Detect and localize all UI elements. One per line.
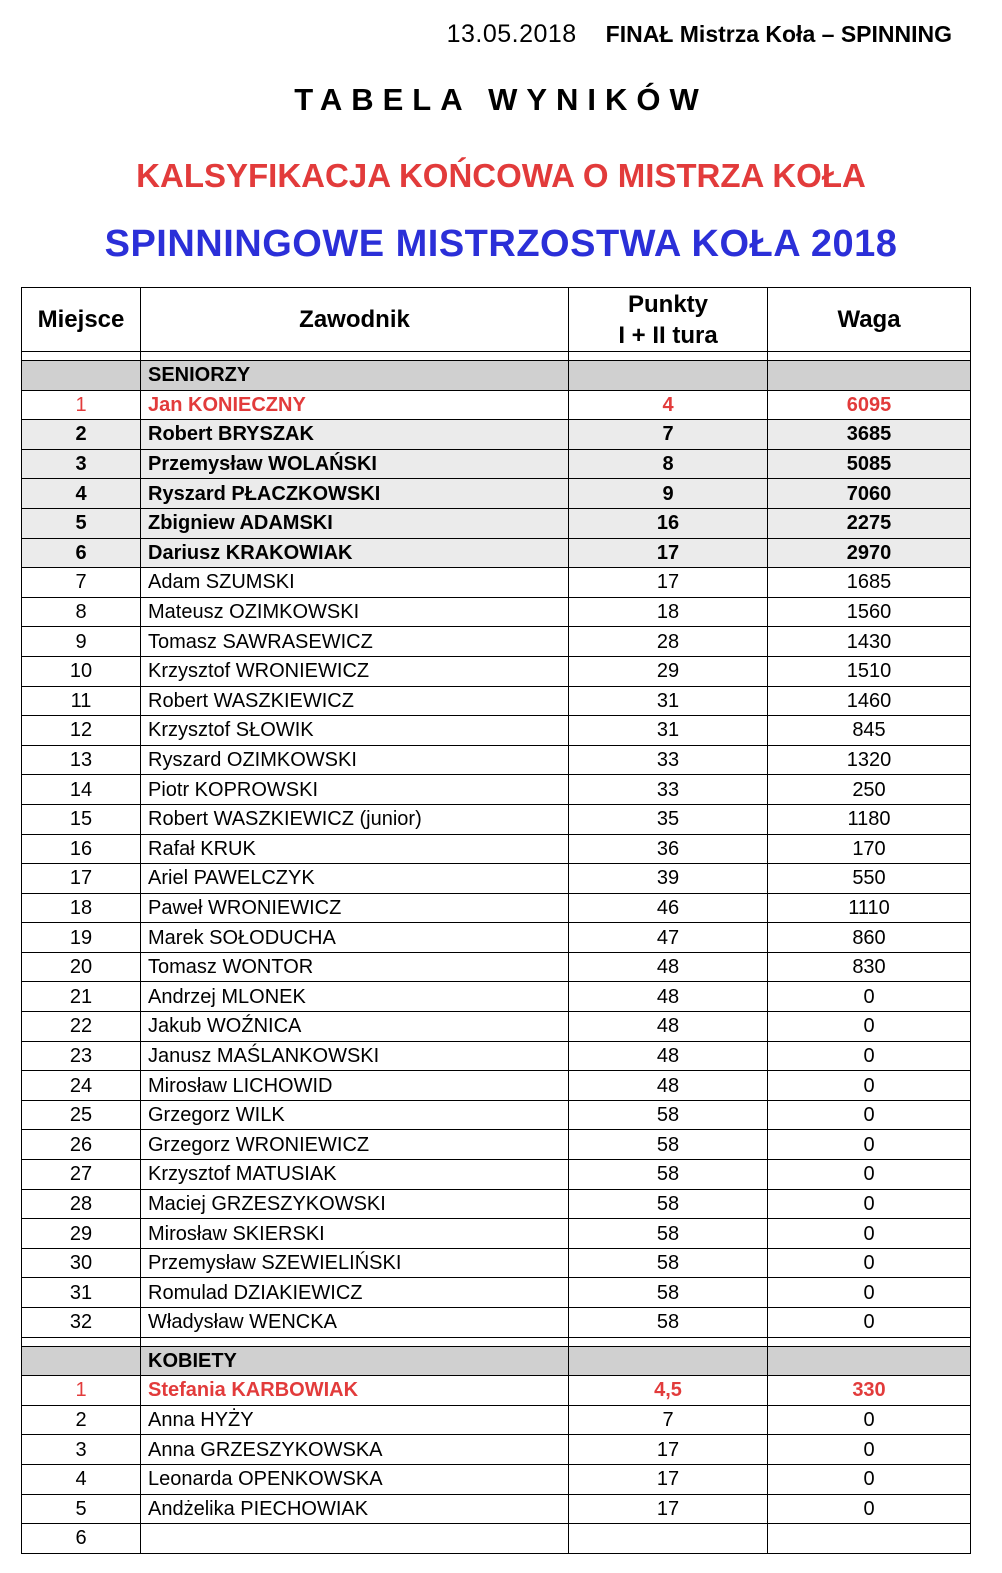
points-cell: 7: [569, 420, 768, 450]
weight-cell: 2275: [768, 508, 971, 538]
weight-cell: 0: [768, 1041, 971, 1071]
section-label: KOBIETY: [141, 1346, 569, 1376]
weight-cell: 0: [768, 1100, 971, 1130]
place-cell: 15: [22, 804, 141, 834]
place-cell: 4: [22, 479, 141, 509]
weight-cell: 1460: [768, 686, 971, 716]
place-cell: 22: [22, 1012, 141, 1042]
points-cell: 4,5: [569, 1376, 768, 1406]
header-line: [0, 20, 952, 49]
weight-cell: 1685: [768, 568, 971, 598]
competitor-name: Jan KONIECZNY: [141, 390, 569, 420]
competitor-name: Robert BRYSZAK: [141, 420, 569, 450]
place-cell: 14: [22, 775, 141, 805]
place-cell: 8: [22, 597, 141, 627]
weight-cell: [768, 1524, 971, 1554]
weight-cell: 1320: [768, 745, 971, 775]
place-cell: 3: [22, 449, 141, 479]
place-cell: 13: [22, 745, 141, 775]
weight-cell: 0: [768, 1160, 971, 1190]
place-cell: 11: [22, 686, 141, 716]
competitor-name: Przemysław WOLAŃSKI: [141, 449, 569, 479]
competitor-name: Władysław WENCKA: [141, 1308, 569, 1338]
spacer-cell: [22, 352, 141, 361]
section-label: SENIORZY: [141, 361, 569, 391]
points-cell: 7: [569, 1405, 768, 1435]
competitor-name: Robert WASZKIEWICZ: [141, 686, 569, 716]
table-row: [22, 716, 971, 746]
classification-title: KALSYFIKACJA KOŃCOWA O MISTRZA KOŁA: [136, 157, 866, 194]
competitor-name: Maciej GRZESZYKOWSKI: [141, 1189, 569, 1219]
weight-cell: 0: [768, 1219, 971, 1249]
points-cell: 35: [569, 804, 768, 834]
place-cell: 28: [22, 1189, 141, 1219]
table-row: [22, 508, 971, 538]
weight-cell: 3685: [768, 420, 971, 450]
table-row: [22, 1219, 971, 1249]
weight-cell: 845: [768, 716, 971, 746]
place-cell: 29: [22, 1219, 141, 1249]
place-cell: 16: [22, 834, 141, 864]
weight-cell: 830: [768, 952, 971, 982]
spacer-cell: [141, 352, 569, 361]
competitor-name: Jakub WOŹNICA: [141, 1012, 569, 1042]
place-cell: 12: [22, 716, 141, 746]
table-row: [22, 1100, 971, 1130]
points-cell: 18: [569, 597, 768, 627]
points-cell: 58: [569, 1308, 768, 1338]
table-row: [22, 390, 971, 420]
place-cell: 23: [22, 1041, 141, 1071]
competitor-name: Andrzej MLONEK: [141, 982, 569, 1012]
place-cell: 24: [22, 1071, 141, 1101]
weight-cell: 5085: [768, 449, 971, 479]
table-row: [22, 1160, 971, 1190]
table-row: [22, 893, 971, 923]
table-row: [22, 1405, 971, 1435]
competitor-name: Grzegorz WILK: [141, 1100, 569, 1130]
spacer-cell: [768, 1337, 971, 1346]
points-cell: 9: [569, 479, 768, 509]
points-cell: 16: [569, 508, 768, 538]
competitor-name: Krzysztof MATUSIAK: [141, 1160, 569, 1190]
column-header-points: [569, 288, 768, 352]
table-row: [22, 982, 971, 1012]
place-cell: 32: [22, 1308, 141, 1338]
competitor-name: Krzysztof WRONIEWICZ: [141, 656, 569, 686]
place-cell: 2: [22, 420, 141, 450]
section-weight-cell: [768, 361, 971, 391]
points-cell: 4: [569, 390, 768, 420]
table-row: [22, 449, 971, 479]
points-cell: 58: [569, 1130, 768, 1160]
place-cell: 21: [22, 982, 141, 1012]
weight-cell: 0: [768, 1435, 971, 1465]
place-cell: 17: [22, 864, 141, 894]
points-cell: 17: [569, 1464, 768, 1494]
table-row: [22, 834, 971, 864]
competitor-name: Robert WASZKIEWICZ (junior): [141, 804, 569, 834]
table-row: [22, 1041, 971, 1071]
competitor-name: Andżelika PIECHOWIAK: [141, 1494, 569, 1524]
place-cell: 6: [22, 538, 141, 568]
results-body: [22, 352, 971, 1554]
competitor-name: Anna HYŻY: [141, 1405, 569, 1435]
column-header-place: Miejsce: [22, 288, 141, 352]
table-header-row: [22, 288, 971, 352]
table-row: [22, 1435, 971, 1465]
table-row: [22, 656, 971, 686]
points-cell: 33: [569, 775, 768, 805]
points-cell: 17: [569, 568, 768, 598]
column-header-weight: Waga: [768, 288, 971, 352]
table-row: [22, 864, 971, 894]
weight-cell: 0: [768, 1071, 971, 1101]
competitor-name: Mirosław SKIERSKI: [141, 1219, 569, 1249]
championship-title: SPINNINGOWE MISTRZOSTWA KOŁA 2018: [104, 223, 898, 265]
points-cell: 8: [569, 449, 768, 479]
place-cell: 4: [22, 1464, 141, 1494]
weight-cell: 1430: [768, 627, 971, 657]
section-place-cell: [22, 361, 141, 391]
weight-cell: 0: [768, 1130, 971, 1160]
table-row: [22, 1278, 971, 1308]
points-cell: 17: [569, 1494, 768, 1524]
weight-cell: 1180: [768, 804, 971, 834]
place-cell: 5: [22, 1494, 141, 1524]
spacer-cell: [569, 1337, 768, 1346]
competitor-name: Mateusz OZIMKOWSKI: [141, 597, 569, 627]
table-row: [22, 420, 971, 450]
points-cell: 58: [569, 1278, 768, 1308]
table-row: [22, 923, 971, 953]
spacer-cell: [768, 352, 971, 361]
section-weight-cell: [768, 1346, 971, 1376]
weight-cell: 860: [768, 923, 971, 953]
table-row: [22, 479, 971, 509]
points-cell: 17: [569, 538, 768, 568]
points-cell: 31: [569, 716, 768, 746]
weight-cell: 250: [768, 775, 971, 805]
points-cell: 58: [569, 1100, 768, 1130]
table-row: [22, 538, 971, 568]
points-cell: 39: [569, 864, 768, 894]
weight-cell: 0: [768, 1464, 971, 1494]
competitor-name: Rafał KRUK: [141, 834, 569, 864]
points-header-line1: Punkty: [627, 290, 708, 318]
table-row: [22, 1012, 971, 1042]
points-cell: 29: [569, 656, 768, 686]
place-cell: 1: [22, 1376, 141, 1406]
table-row: [22, 1130, 971, 1160]
weight-cell: 0: [768, 1405, 971, 1435]
spacer-cell: [569, 352, 768, 361]
competitor-name: Leonarda OPENKOWSKA: [141, 1464, 569, 1494]
points-cell: 33: [569, 745, 768, 775]
table-row: [22, 1308, 971, 1338]
table-row: [22, 804, 971, 834]
spacer-row: [22, 352, 971, 361]
competitor-name: [141, 1524, 569, 1554]
competitor-name: Tomasz SAWRASEWICZ: [141, 627, 569, 657]
weight-cell: 0: [768, 1494, 971, 1524]
competitor-name: Adam SZUMSKI: [141, 568, 569, 598]
points-cell: 36: [569, 834, 768, 864]
competitor-name: Krzysztof SŁOWIK: [141, 716, 569, 746]
section-points-cell: [569, 1346, 768, 1376]
table-row: [22, 1524, 971, 1554]
competitor-name: Zbigniew ADAMSKI: [141, 508, 569, 538]
points-cell: 47: [569, 923, 768, 953]
spacer-row: [22, 1337, 971, 1346]
competitor-name: Paweł WRONIEWICZ: [141, 893, 569, 923]
place-cell: 9: [22, 627, 141, 657]
place-cell: 10: [22, 656, 141, 686]
competitor-name: Anna GRZESZYKOWSKA: [141, 1435, 569, 1465]
table-row: [22, 1071, 971, 1101]
points-cell: 58: [569, 1189, 768, 1219]
table-row: [22, 1376, 971, 1406]
weight-cell: 2970: [768, 538, 971, 568]
points-cell: 17: [569, 1435, 768, 1465]
weight-cell: 6095: [768, 390, 971, 420]
competitor-name: Grzegorz WRONIEWICZ: [141, 1130, 569, 1160]
points-cell: 48: [569, 1012, 768, 1042]
competitor-name: Dariusz KRAKOWIAK: [141, 538, 569, 568]
place-cell: 5: [22, 508, 141, 538]
points-cell: 48: [569, 952, 768, 982]
section-place-cell: [22, 1346, 141, 1376]
weight-cell: 0: [768, 982, 971, 1012]
competitor-name: Janusz MAŚLANKOWSKI: [141, 1041, 569, 1071]
points-cell: 48: [569, 1071, 768, 1101]
page-title: TABELA WYNIKÓW: [294, 82, 708, 117]
table-row: [22, 775, 971, 805]
competitor-name: Tomasz WONTOR: [141, 952, 569, 982]
points-cell: [569, 1524, 768, 1554]
weight-cell: 0: [768, 1189, 971, 1219]
place-cell: 26: [22, 1130, 141, 1160]
table-row: [22, 1248, 971, 1278]
weight-cell: 1510: [768, 656, 971, 686]
place-cell: 2: [22, 1405, 141, 1435]
points-cell: 46: [569, 893, 768, 923]
points-header-line2: I + II tura: [618, 321, 718, 349]
weight-cell: 0: [768, 1012, 971, 1042]
table-row: [22, 952, 971, 982]
weight-cell: 1560: [768, 597, 971, 627]
place-cell: 20: [22, 952, 141, 982]
points-cell: 28: [569, 627, 768, 657]
weight-cell: 170: [768, 834, 971, 864]
weight-cell: 1110: [768, 893, 971, 923]
event-name: FINAŁ Mistrza Koła – SPINNING: [605, 21, 952, 47]
table-row: [22, 686, 971, 716]
weight-cell: 0: [768, 1308, 971, 1338]
weight-cell: 7060: [768, 479, 971, 509]
weight-cell: 550: [768, 864, 971, 894]
event-date: 13.05.2018: [446, 20, 577, 48]
place-cell: 19: [22, 923, 141, 953]
place-cell: 31: [22, 1278, 141, 1308]
points-cell: 31: [569, 686, 768, 716]
results-table: [21, 287, 971, 1554]
competitor-name: Mirosław LICHOWID: [141, 1071, 569, 1101]
competitor-name: Ryszard PŁACZKOWSKI: [141, 479, 569, 509]
points-cell: 48: [569, 1041, 768, 1071]
place-cell: 3: [22, 1435, 141, 1465]
competitor-name: Stefania KARBOWIAK: [141, 1376, 569, 1406]
table-row: [22, 1494, 971, 1524]
table-row: [22, 627, 971, 657]
place-cell: 6: [22, 1524, 141, 1554]
place-cell: 30: [22, 1248, 141, 1278]
place-cell: 27: [22, 1160, 141, 1190]
competitor-name: Piotr KOPROWSKI: [141, 775, 569, 805]
section-row-seniors: [22, 361, 971, 391]
section-points-cell: [569, 361, 768, 391]
weight-cell: 330: [768, 1376, 971, 1406]
competitor-name: Romulad DZIAKIEWICZ: [141, 1278, 569, 1308]
competitor-name: Ariel PAWELCZYK: [141, 864, 569, 894]
section-row-women: [22, 1346, 971, 1376]
place-cell: 18: [22, 893, 141, 923]
points-cell: 58: [569, 1160, 768, 1190]
weight-cell: 0: [768, 1278, 971, 1308]
table-row: [22, 597, 971, 627]
place-cell: 25: [22, 1100, 141, 1130]
spacer-cell: [22, 1337, 141, 1346]
weight-cell: 0: [768, 1248, 971, 1278]
table-row: [22, 568, 971, 598]
competitor-name: Ryszard OZIMKOWSKI: [141, 745, 569, 775]
place-cell: 1: [22, 390, 141, 420]
table-row: [22, 1464, 971, 1494]
spacer-cell: [141, 1337, 569, 1346]
competitor-name: Przemysław SZEWIELIŃSKI: [141, 1248, 569, 1278]
column-header-name: Zawodnik: [141, 288, 569, 352]
points-cell: 48: [569, 982, 768, 1012]
table-row: [22, 1189, 971, 1219]
place-cell: 7: [22, 568, 141, 598]
points-cell: 58: [569, 1248, 768, 1278]
competitor-name: Marek SOŁODUCHA: [141, 923, 569, 953]
table-row: [22, 745, 971, 775]
points-cell: 58: [569, 1219, 768, 1249]
